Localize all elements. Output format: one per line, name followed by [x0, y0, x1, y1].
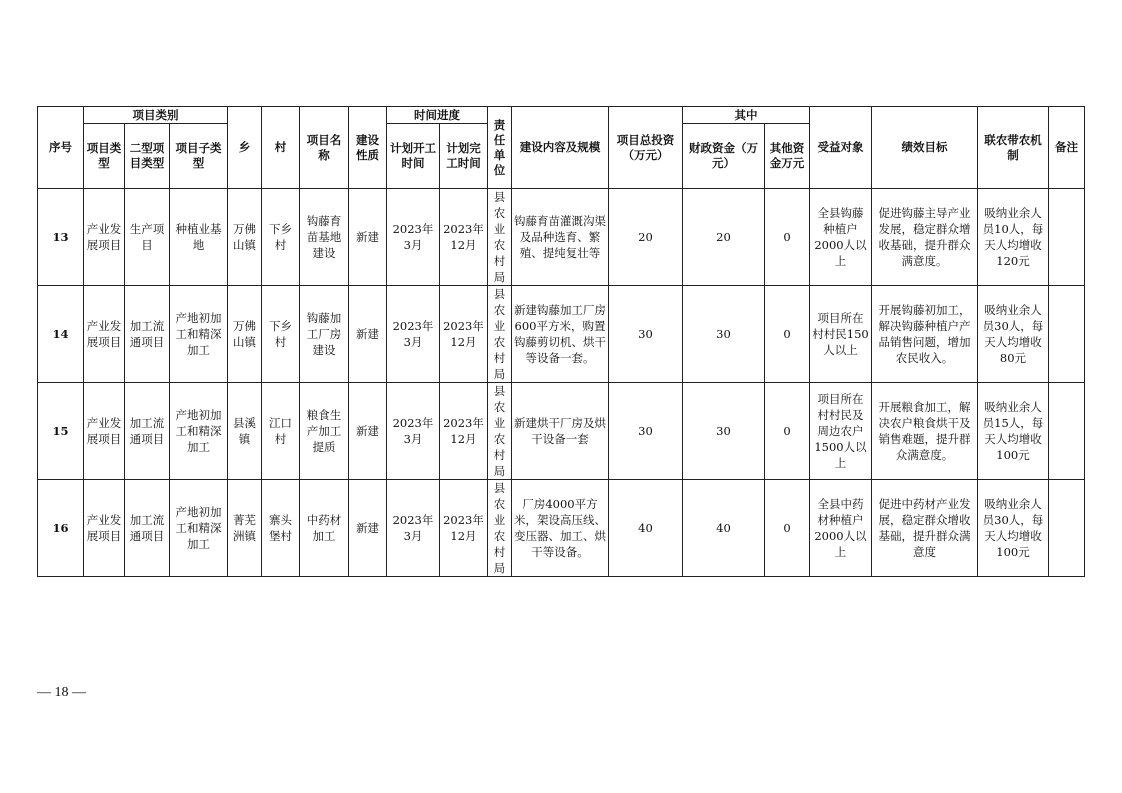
header-fiscal-funds: 财政资金（万元）: [683, 124, 765, 189]
cell-second-type: 加工流通项目: [125, 383, 170, 480]
cell-sub-type: 产地初加工和精深加工: [170, 286, 228, 383]
cell-seq: 16: [38, 480, 84, 577]
cell-beneficiaries: 全县中药材种植户2000人以上: [810, 480, 872, 577]
cell-beneficiaries: 项目所在村村民及周边农户1500人以上: [810, 383, 872, 480]
cell-construction-nature: 新建: [349, 480, 387, 577]
cell-planned-start: 2023年3月: [387, 286, 440, 383]
cell-village: 下乡村: [262, 286, 300, 383]
project-table: [37, 106, 1085, 577]
header-farmer-link: 联农带农机制: [978, 107, 1049, 189]
table-row: [38, 480, 1085, 577]
cell-project-type: 产业发展项目: [84, 383, 125, 480]
cell-other-funds: 0: [765, 383, 810, 480]
cell-project-name: 钩藤加工厂房建设: [300, 286, 349, 383]
cell-construction-nature: 新建: [349, 383, 387, 480]
cell-planned-finish: 2023年12月: [440, 189, 488, 286]
header-township: 乡: [228, 107, 262, 189]
cell-sub-type: 种植业基地: [170, 189, 228, 286]
cell-project-name: 钩藤育苗基地建设: [300, 189, 349, 286]
cell-content-scale: 钩藤育苗灌溉沟渠及品种选育、繁殖、提纯复壮等: [512, 189, 609, 286]
cell-village: 寨头堡村: [262, 480, 300, 577]
cell-sub-type: 产地初加工和精深加工: [170, 480, 228, 577]
cell-total-investment: 30: [609, 286, 683, 383]
cell-other-funds: 0: [765, 189, 810, 286]
cell-other-funds: 0: [765, 480, 810, 577]
header-construction-nature: 建设性质: [349, 107, 387, 189]
cell-remarks: [1049, 383, 1085, 480]
header-other-funds: 其他资金万元: [765, 124, 810, 189]
header-total-investment: 项目总投资（万元）: [609, 107, 683, 189]
cell-performance-target: 开展粮食加工，解决农户粮食烘干及销售难题，提升群众满意度。: [872, 383, 978, 480]
cell-project-type: 产业发展项目: [84, 286, 125, 383]
cell-performance-target: 促进中药材产业发展，稳定群众增收基础，提升群众满意度: [872, 480, 978, 577]
cell-planned-finish: 2023年12月: [440, 383, 488, 480]
header-performance-target: 绩效目标: [872, 107, 978, 189]
header-seq: 序号: [38, 107, 84, 189]
table-row: [38, 383, 1085, 480]
header-category-group: 项目类别: [84, 107, 228, 124]
cell-content-scale: 新建钩藤加工厂房600平方米，购置钩藤剪切机、烘干等设备一套。: [512, 286, 609, 383]
page-number: — 18 —: [37, 685, 86, 700]
cell-project-name: 粮食生产加工提质: [300, 383, 349, 480]
table-row: [38, 286, 1085, 383]
header-beneficiaries: 受益对象: [810, 107, 872, 189]
cell-planned-finish: 2023年12月: [440, 286, 488, 383]
cell-construction-nature: 新建: [349, 189, 387, 286]
table-row: [38, 189, 1085, 286]
cell-seq: 13: [38, 189, 84, 286]
cell-beneficiaries: 项目所在村村民150人以上: [810, 286, 872, 383]
cell-township: 菁芜洲镇: [228, 480, 262, 577]
cell-responsible-unit: 县农业农村局: [488, 383, 512, 480]
header-planned-finish: 计划完工时间: [440, 124, 488, 189]
cell-remarks: [1049, 189, 1085, 286]
cell-responsible-unit: 县农业农村局: [488, 189, 512, 286]
cell-performance-target: 开展钩藤初加工，解决钩藤种植户产品销售问题，增加农民收入。: [872, 286, 978, 383]
cell-responsible-unit: 县农业农村局: [488, 286, 512, 383]
cell-total-investment: 20: [609, 189, 683, 286]
cell-second-type: 生产项目: [125, 189, 170, 286]
cell-content-scale: 新建烘干厂房及烘干设备一套: [512, 383, 609, 480]
cell-remarks: [1049, 286, 1085, 383]
cell-construction-nature: 新建: [349, 286, 387, 383]
cell-remarks: [1049, 480, 1085, 577]
cell-sub-type: 产地初加工和精深加工: [170, 383, 228, 480]
cell-seq: 15: [38, 383, 84, 480]
cell-project-type: 产业发展项目: [84, 189, 125, 286]
header-village: 村: [262, 107, 300, 189]
cell-total-investment: 40: [609, 480, 683, 577]
header-second-type: 二型项目类型: [125, 124, 170, 189]
cell-farmer-link: 吸纳业余人员30人，每天人均增收80元: [978, 286, 1049, 383]
cell-second-type: 加工流通项目: [125, 286, 170, 383]
cell-township: 万佛山镇: [228, 286, 262, 383]
cell-total-investment: 30: [609, 383, 683, 480]
cell-planned-start: 2023年3月: [387, 189, 440, 286]
cell-planned-finish: 2023年12月: [440, 480, 488, 577]
header-project-name: 项目名称: [300, 107, 349, 189]
cell-seq: 14: [38, 286, 84, 383]
cell-fiscal-funds: 20: [683, 189, 765, 286]
cell-planned-start: 2023年3月: [387, 480, 440, 577]
cell-project-type: 产业发展项目: [84, 480, 125, 577]
cell-township: 县溪镇: [228, 383, 262, 480]
cell-township: 万佛山镇: [228, 189, 262, 286]
header-content-scale: 建设内容及规模: [512, 107, 609, 189]
cell-second-type: 加工流通项目: [125, 480, 170, 577]
header-project-type: 项目类型: [84, 124, 125, 189]
cell-fiscal-funds: 40: [683, 480, 765, 577]
cell-beneficiaries: 全县钩藤种植户2000人以上: [810, 189, 872, 286]
cell-fiscal-funds: 30: [683, 383, 765, 480]
header-responsible-unit: 责任单位: [488, 107, 512, 189]
header-funding-group: 其中: [683, 107, 810, 124]
cell-performance-target: 促进钩藤主导产业发展，稳定群众增收基础，提升群众满意度。: [872, 189, 978, 286]
cell-farmer-link: 吸纳业余人员15人，每天人均增收100元: [978, 383, 1049, 480]
header-sub-type: 项目子类型: [170, 124, 228, 189]
cell-content-scale: 厂房4000平方米，架设高压线、变压器、加工、烘干等设备。: [512, 480, 609, 577]
cell-responsible-unit: 县农业农村局: [488, 480, 512, 577]
header-remarks: 备注: [1049, 107, 1085, 189]
cell-farmer-link: 吸纳业余人员30人，每天人均增收100元: [978, 480, 1049, 577]
cell-village: 江口村: [262, 383, 300, 480]
cell-other-funds: 0: [765, 286, 810, 383]
cell-village: 下乡村: [262, 189, 300, 286]
header-schedule-group: 时间进度: [387, 107, 488, 124]
cell-fiscal-funds: 30: [683, 286, 765, 383]
cell-farmer-link: 吸纳业余人员10人，每天人均增收120元: [978, 189, 1049, 286]
cell-planned-start: 2023年3月: [387, 383, 440, 480]
header-planned-start: 计划开工时间: [387, 124, 440, 189]
cell-project-name: 中药材加工: [300, 480, 349, 577]
